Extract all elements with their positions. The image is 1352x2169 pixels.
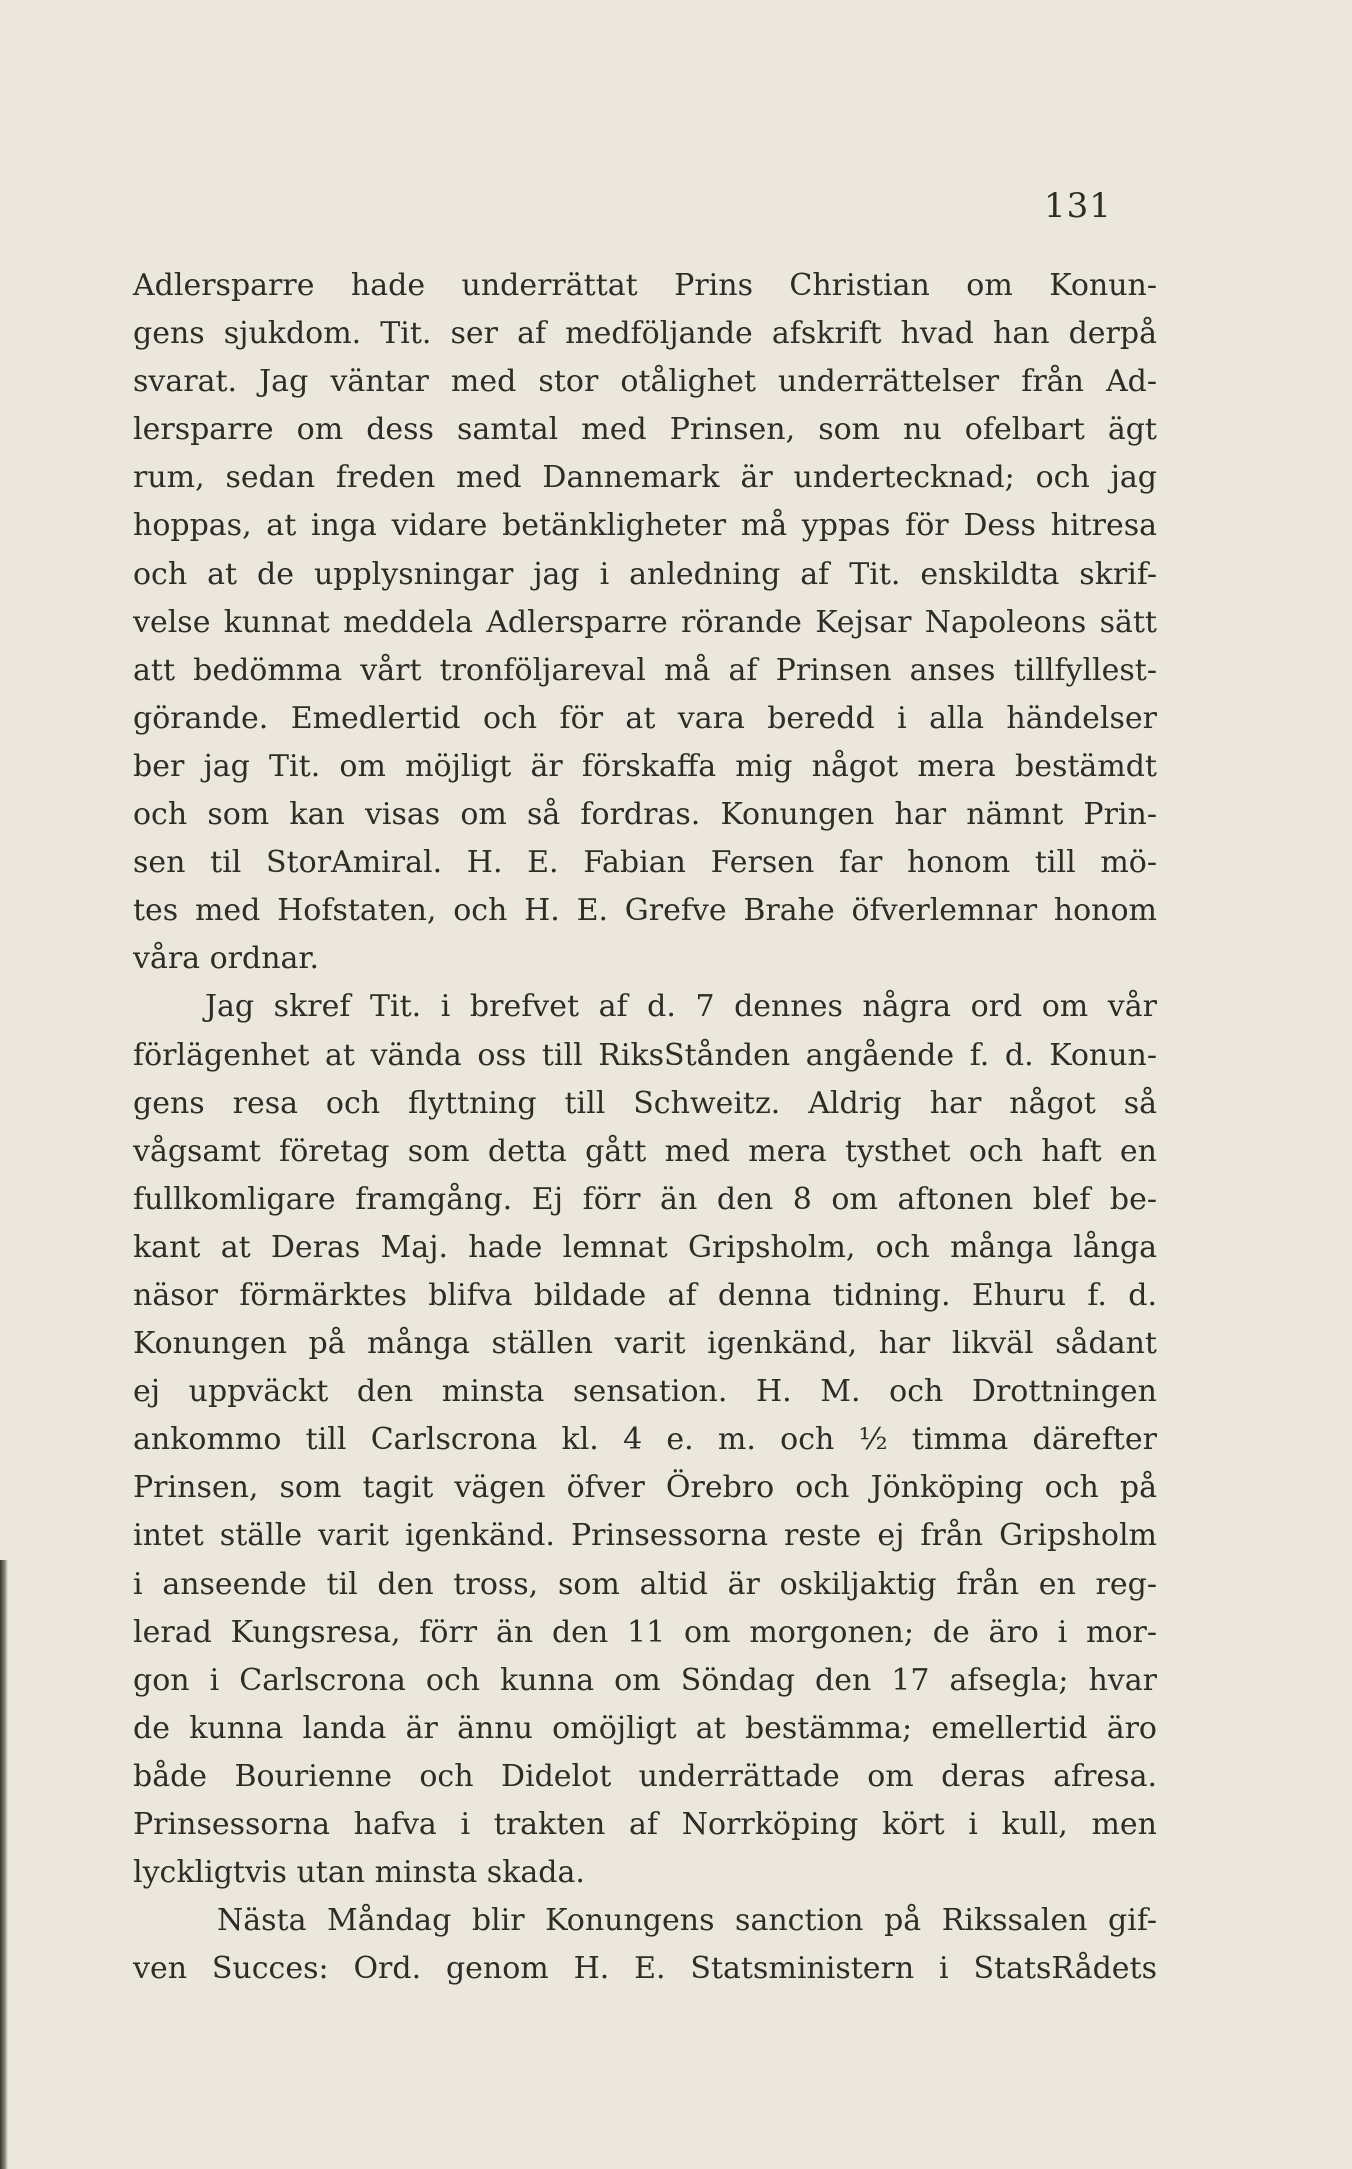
text-line: ankommo till Carlscrona kl. 4 e. m. och ½ timma därefter <box>133 1422 1157 1458</box>
text-line: rum, sedan freden med Dannemark är undertecknad; och jag <box>133 460 1157 496</box>
text-line: hoppas, at inga vidare betänkligheter må yppas för Dess hitresa <box>133 508 1157 544</box>
text-line: lersparre om dess samtal med Prinsen, som nu ofelbart ägt <box>133 412 1157 448</box>
text-line: de kunna landa är ännu omöjligt at bestämma; emellertid äro <box>133 1710 1157 1746</box>
text-line: ej uppväckt den minsta sensation. H. M. och Drottningen <box>133 1374 1157 1410</box>
text-line: vågsamt företag som detta gått med mera tysthet och haft en <box>133 1133 1157 1169</box>
text-line: velse kunnat meddela Adlersparre rörande Kejsar Napoleons sätt <box>133 604 1157 640</box>
text-line: lyckligtvis utan minsta skada. <box>133 1855 585 1891</box>
text-line: svarat. Jag väntar med stor otålighet underrättelser från Ad- <box>133 364 1157 400</box>
text-line: Nästa Måndag blir Konungens sanction på Rikssalen gif- <box>217 1903 1157 1939</box>
text-line: våra ordnar. <box>133 941 319 977</box>
text-line: att bedömma vårt tronföljareval må af Prinsen anses tillfyllest- <box>133 652 1157 688</box>
text-line: fullkomligare framgång. Ej förr än den 8 om aftonen blef be- <box>133 1181 1157 1217</box>
text-line: ven Succes: Ord. genom H. E. Statsministern i StatsRådets <box>133 1951 1157 1987</box>
text-line: och at de upplysningar jag i anledning af Tit. enskildta skrif- <box>133 556 1157 592</box>
text-line: Adlersparre hade underrättat Prins Christian om Konun- <box>133 268 1157 303</box>
text-line: förlägenhet at vända oss till RiksStånden angående f. d. Konun- <box>133 1037 1157 1073</box>
text-line: ber jag Tit. om möjligt är förskaffa mig något mera bestämdt <box>133 748 1157 784</box>
text-line: kant at Deras Maj. hade lemnat Gripsholm, och många långa <box>133 1229 1157 1265</box>
text-line: intet ställe varit igenkänd. Prinsessorna reste ej från Gripsholm <box>133 1518 1157 1554</box>
text-line: Konungen på många ställen varit igenkänd, har likväl sådant <box>133 1326 1157 1362</box>
text-line: gon i Carlscrona och kunna om Söndag den 17 afsegla; hvar <box>133 1662 1157 1698</box>
text-line: Prinsen, som tagit vägen öfver Örebro och Jönköping och på <box>133 1470 1157 1506</box>
text-line: i anseende til den tross, som altid är oskiljaktig från en reg- <box>133 1566 1157 1602</box>
text-line: tes med Hofstaten, och H. E. Grefve Brahe öfverlemnar honom <box>133 893 1157 929</box>
text-line: sen til StorAmiral. H. E. Fabian Fersen far honom till mö- <box>133 845 1157 881</box>
page-edge-shadow <box>0 1560 8 2169</box>
text-line: lerad Kungsresa, förr än den 11 om morgonen; de äro i mor- <box>133 1614 1157 1650</box>
text-line: görande. Emedlertid och för at vara beredd i alla händelser <box>133 700 1157 736</box>
text-line: näsor förmärktes blifva bildade af denna tidning. Ehuru f. d. <box>133 1277 1157 1313</box>
text-line: gens sjukdom. Tit. ser af medföljande afskrift hvad han derpå <box>133 316 1157 352</box>
text-line: både Bourienne och Didelot underrättade om deras afresa. <box>133 1758 1157 1794</box>
page-number: 131 <box>1044 186 1112 226</box>
text-line: Prinsessorna hafva i trakten af Norrköping kört i kull, men <box>133 1807 1157 1842</box>
text-line: Jag skref Tit. i brefvet af d. 7 dennes några ord om vår <box>205 989 1157 1025</box>
text-line: och som kan visas om så fordras. Konungen har nämnt Prin- <box>133 797 1157 833</box>
body-text <box>133 262 1157 1993</box>
text-line: gens resa och flyttning till Schweitz. Aldrig har något så <box>133 1085 1157 1121</box>
